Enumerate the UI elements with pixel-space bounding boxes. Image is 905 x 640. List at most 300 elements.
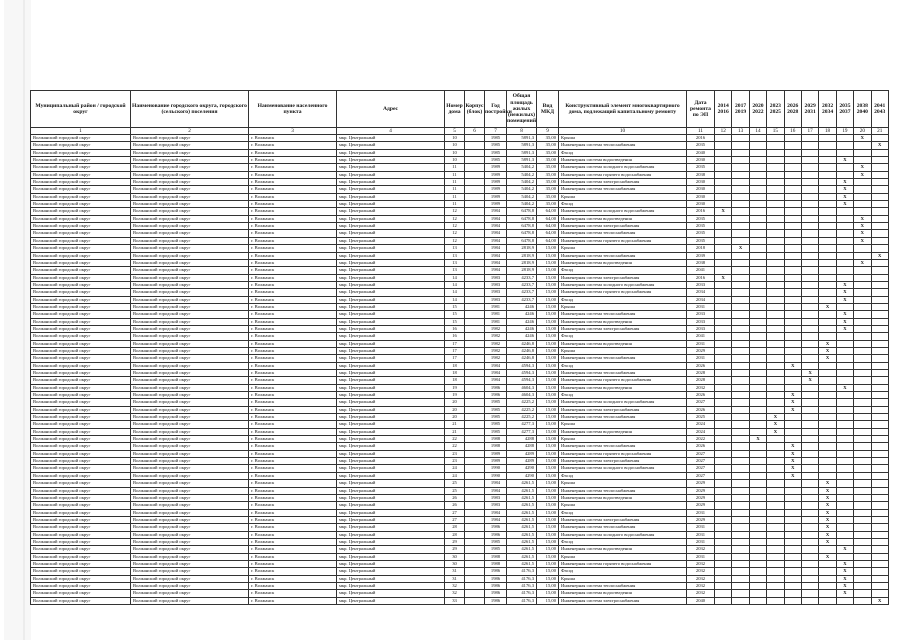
period-cell-1	[715, 135, 732, 142]
cell-c10: Инженерная система теплоснабжения	[559, 414, 687, 421]
period-cell-10	[871, 590, 888, 597]
period-cell-3	[749, 399, 766, 406]
period-cell-9	[854, 333, 871, 340]
cell-c3: г. Волжанск	[249, 538, 337, 545]
column-number-7: 7	[485, 128, 507, 135]
column-number-6: 6	[465, 128, 485, 135]
cell-c3: г. Волжанск	[249, 575, 337, 582]
period-cell-7	[819, 568, 836, 575]
period-mark: X	[784, 458, 801, 465]
period-mark: X	[836, 179, 853, 186]
period-cell-2	[732, 230, 749, 237]
period-cell-8	[836, 414, 853, 421]
cell-c8: 4176,3	[507, 590, 537, 597]
period-cell-5	[784, 201, 801, 208]
cell-c2: Волжанский городской округ	[131, 392, 249, 399]
cell-c3: г. Волжанск	[249, 450, 337, 457]
cell-c5: 22	[445, 436, 465, 443]
cell-c8: 4290	[507, 472, 537, 479]
period-cell-6	[801, 582, 818, 589]
period-cell-9	[854, 340, 871, 347]
cell-c2: Волжанский городской округ	[131, 524, 249, 531]
cell-c9: 64,00	[537, 208, 559, 215]
period-cell-2	[732, 252, 749, 259]
cell-c11: 2029	[687, 494, 715, 501]
column-header-5: Номер дома	[445, 91, 465, 128]
cell-c6	[465, 362, 485, 369]
period-cell-3	[749, 201, 766, 208]
table-row	[31, 384, 889, 391]
cell-c7: 1984	[485, 370, 507, 377]
cell-c11: 2031	[687, 509, 715, 516]
period-cell-6	[801, 362, 818, 369]
period-cell-6	[801, 436, 818, 443]
period-cell-4	[767, 568, 784, 575]
cell-c9: 15,00	[537, 428, 559, 435]
column-number-4: 4	[337, 128, 445, 135]
period-cell-5	[784, 340, 801, 347]
period-cell-1	[715, 458, 732, 465]
cell-c2: Волжанский городской округ	[131, 230, 249, 237]
cell-c3: г. Волжанск	[249, 179, 337, 186]
cell-c3: г. Волжанск	[249, 142, 337, 149]
cell-c8: 4176,3	[507, 568, 537, 575]
cell-c11: 2026	[687, 443, 715, 450]
period-cell-7	[819, 289, 836, 296]
table-row	[31, 436, 889, 443]
cell-c6	[465, 575, 485, 582]
period-cell-3	[749, 546, 766, 553]
cell-c7: 1982	[485, 347, 507, 354]
cell-c1: Волжанский городской округ	[31, 296, 131, 303]
period-cell-5	[784, 568, 801, 575]
cell-c7: 1984	[485, 480, 507, 487]
cell-c2: Волжанский городской округ	[131, 281, 249, 288]
column-header-19: 2035 2037	[836, 91, 853, 128]
period-cell-6	[801, 392, 818, 399]
period-mark: X	[767, 428, 784, 435]
cell-c3: г. Волжанск	[249, 281, 337, 288]
period-cell-3	[749, 355, 766, 362]
column-header-12: 2014 2016	[715, 91, 732, 128]
period-cell-2	[732, 325, 749, 332]
cell-c3: г. Волжанск	[249, 480, 337, 487]
cell-c9: 15,00	[537, 303, 559, 310]
cell-c10: Инженерная система холодного водоснабжения	[559, 281, 687, 288]
cell-c2: Волжанский городской округ	[131, 296, 249, 303]
cell-c3: г. Волжанск	[249, 414, 337, 421]
period-cell-1	[715, 370, 732, 377]
cell-c10: Крыша	[559, 303, 687, 310]
period-cell-5	[784, 582, 801, 589]
period-cell-1	[715, 289, 732, 296]
table-row	[31, 582, 889, 589]
period-cell-4	[767, 392, 784, 399]
period-mark: X	[819, 531, 836, 538]
period-cell-7	[819, 157, 836, 164]
period-cell-5	[784, 135, 801, 142]
period-mark: X	[836, 186, 853, 193]
table-row	[31, 560, 889, 567]
cell-c4: мкр. Центральный	[337, 303, 445, 310]
period-cell-1	[715, 443, 732, 450]
period-cell-6	[801, 347, 818, 354]
cell-c7: 1984	[485, 252, 507, 259]
cell-c5: 11	[445, 179, 465, 186]
period-cell-9	[854, 575, 871, 582]
cell-c4: мкр. Центральный	[337, 340, 445, 347]
period-mark: X	[871, 597, 888, 604]
cell-c10: Инженерная система водоотведения	[559, 590, 687, 597]
period-cell-8	[836, 333, 853, 340]
period-cell-9	[854, 362, 871, 369]
period-cell-3	[749, 179, 766, 186]
period-cell-3	[749, 458, 766, 465]
table-row	[31, 377, 889, 384]
period-cell-3	[749, 281, 766, 288]
cell-c6	[465, 428, 485, 435]
period-cell-3	[749, 450, 766, 457]
cell-c8: 4594,3	[507, 362, 537, 369]
period-mark: X	[854, 259, 871, 266]
period-cell-9	[854, 245, 871, 252]
cell-c8: 4288	[507, 443, 537, 450]
period-cell-8	[836, 509, 853, 516]
period-cell-6	[801, 406, 818, 413]
period-cell-1	[715, 164, 732, 171]
cell-c10: Крыша	[559, 193, 687, 200]
period-cell-4	[767, 135, 784, 142]
period-cell-5	[784, 502, 801, 509]
table-row	[31, 392, 889, 399]
period-cell-10	[871, 399, 888, 406]
cell-c7: 1982	[485, 340, 507, 347]
period-cell-10	[871, 546, 888, 553]
cell-c2: Волжанский городской округ	[131, 414, 249, 421]
cell-c2: Волжанский городской округ	[131, 237, 249, 244]
period-cell-8	[836, 553, 853, 560]
cell-c4: мкр. Центральный	[337, 524, 445, 531]
cell-c4: мкр. Центральный	[337, 406, 445, 413]
period-cell-1	[715, 303, 732, 310]
cell-c8: 5404,2	[507, 201, 537, 208]
table-row	[31, 164, 889, 171]
period-cell-10	[871, 560, 888, 567]
period-cell-10	[871, 465, 888, 472]
cell-c4: мкр. Центральный	[337, 494, 445, 501]
period-cell-1	[715, 538, 732, 545]
cell-c5: 16	[445, 333, 465, 340]
period-mark: X	[819, 516, 836, 523]
cell-c9: 35,00	[537, 201, 559, 208]
cell-c5: 21	[445, 421, 465, 428]
period-cell-1	[715, 399, 732, 406]
period-cell-6	[801, 142, 818, 149]
period-cell-7	[819, 164, 836, 171]
cell-c9: 35,00	[537, 142, 559, 149]
period-cell-2	[732, 524, 749, 531]
cell-c4: мкр. Центральный	[337, 553, 445, 560]
column-number-21: 21	[871, 128, 888, 135]
cell-c7: 1985	[485, 538, 507, 545]
period-cell-7	[819, 142, 836, 149]
cell-c4: мкр. Центральный	[337, 450, 445, 457]
table-row	[31, 333, 889, 340]
cell-c5: 10	[445, 135, 465, 142]
column-header-14: 2020 2022	[749, 91, 766, 128]
period-cell-2	[732, 318, 749, 325]
period-cell-10	[871, 215, 888, 222]
cell-c3: г. Волжанск	[249, 296, 337, 303]
period-cell-3	[749, 223, 766, 230]
cell-c6	[465, 340, 485, 347]
cell-c8: 4261,5	[507, 502, 537, 509]
period-cell-4	[767, 281, 784, 288]
period-cell-8	[836, 245, 853, 252]
cell-c8: 4261,5	[507, 531, 537, 538]
cell-c9: 15,00	[537, 392, 559, 399]
period-cell-6	[801, 560, 818, 567]
cell-c3: г. Волжанск	[249, 259, 337, 266]
period-cell-7	[819, 201, 836, 208]
column-number-18: 18	[819, 128, 836, 135]
period-cell-6	[801, 597, 818, 604]
period-cell-10	[871, 223, 888, 230]
cell-c11: 2026	[687, 362, 715, 369]
table-row	[31, 509, 889, 516]
table-row	[31, 303, 889, 310]
cell-c11: 2026	[687, 392, 715, 399]
cell-c5: 33	[445, 597, 465, 604]
cell-c1: Волжанский городской округ	[31, 164, 131, 171]
period-cell-2	[732, 509, 749, 516]
period-cell-10	[871, 289, 888, 296]
cell-c7: 1986	[485, 384, 507, 391]
period-cell-5	[784, 215, 801, 222]
cell-c10: Инженерная система водоотведения	[559, 215, 687, 222]
period-cell-6	[801, 149, 818, 156]
cell-c3: г. Волжанск	[249, 597, 337, 604]
period-cell-3	[749, 259, 766, 266]
period-cell-9	[854, 494, 871, 501]
period-cell-6	[801, 421, 818, 428]
period-cell-2	[732, 538, 749, 545]
period-cell-10	[871, 355, 888, 362]
period-mark: X	[854, 171, 871, 178]
cell-c11: 2031	[687, 553, 715, 560]
period-cell-5	[784, 333, 801, 340]
period-mark: X	[819, 524, 836, 531]
period-cell-1	[715, 414, 732, 421]
column-header-17: 2029 2031	[801, 91, 818, 128]
cell-c11: 2032	[687, 384, 715, 391]
cell-c9: 35,00	[537, 164, 559, 171]
cell-c3: г. Волжанск	[249, 274, 337, 281]
cell-c5: 14	[445, 296, 465, 303]
cell-c5: 11	[445, 201, 465, 208]
period-mark: X	[836, 157, 853, 164]
cell-c8: 4261,5	[507, 524, 537, 531]
period-cell-4	[767, 245, 784, 252]
cell-c4: мкр. Центральный	[337, 355, 445, 362]
period-mark: X	[854, 223, 871, 230]
cell-c2: Волжанский городской округ	[131, 142, 249, 149]
cell-c6	[465, 406, 485, 413]
cell-c1: Волжанский городской округ	[31, 516, 131, 523]
cell-c9: 64,00	[537, 230, 559, 237]
period-cell-7	[819, 399, 836, 406]
cell-c7: 1984	[485, 362, 507, 369]
cell-c7: 1983	[485, 289, 507, 296]
period-cell-3	[749, 392, 766, 399]
period-cell-2	[732, 171, 749, 178]
cell-c3: г. Волжанск	[249, 553, 337, 560]
period-cell-9	[854, 414, 871, 421]
table-row	[31, 524, 889, 531]
cell-c5: 28	[445, 531, 465, 538]
period-cell-1	[715, 553, 732, 560]
cell-c4: мкр. Центральный	[337, 252, 445, 259]
cell-c4: мкр. Центральный	[337, 237, 445, 244]
period-cell-10	[871, 524, 888, 531]
period-cell-4	[767, 193, 784, 200]
period-cell-4	[767, 333, 784, 340]
cell-c9: 15,00	[537, 340, 559, 347]
cell-c11: 2035	[687, 230, 715, 237]
period-mark: X	[767, 414, 784, 421]
cell-c4: мкр. Центральный	[337, 223, 445, 230]
period-cell-3	[749, 252, 766, 259]
cell-c2: Волжанский городской округ	[131, 311, 249, 318]
cell-c11: 2031	[687, 340, 715, 347]
table-row	[31, 325, 889, 332]
cell-c8: 2818,9	[507, 252, 537, 259]
period-cell-1	[715, 509, 732, 516]
cell-c11: 2018	[687, 245, 715, 252]
period-cell-6	[801, 318, 818, 325]
table-row	[31, 157, 889, 164]
cell-c1: Волжанский городской округ	[31, 575, 131, 582]
period-cell-5	[784, 480, 801, 487]
cell-c9: 15,00	[537, 406, 559, 413]
period-cell-9	[854, 274, 871, 281]
period-cell-7	[819, 135, 836, 142]
cell-c10: Крыша	[559, 347, 687, 354]
period-cell-4	[767, 546, 784, 553]
period-cell-6	[801, 414, 818, 421]
cell-c5: 18	[445, 370, 465, 377]
cell-c8: 4233,7	[507, 281, 537, 288]
cell-c8: 4289	[507, 450, 537, 457]
period-cell-1	[715, 524, 732, 531]
period-mark: X	[819, 487, 836, 494]
period-mark: X	[854, 215, 871, 222]
period-cell-10	[871, 186, 888, 193]
cell-c4: мкр. Центральный	[337, 149, 445, 156]
period-cell-6	[801, 531, 818, 538]
cell-c6	[465, 450, 485, 457]
cell-c10: Инженерная система электроснабжения	[559, 179, 687, 186]
cell-c7: 1985	[485, 142, 507, 149]
period-cell-9	[854, 296, 871, 303]
cell-c2: Волжанский городской округ	[131, 186, 249, 193]
table-row	[31, 568, 889, 575]
period-cell-8	[836, 355, 853, 362]
period-cell-6	[801, 472, 818, 479]
cell-c3: г. Волжанск	[249, 325, 337, 332]
cell-c5: 17	[445, 347, 465, 354]
cell-c3: г. Волжанск	[249, 399, 337, 406]
cell-c5: 15	[445, 303, 465, 310]
cell-c10: Инженерная система холодного водоснабжения	[559, 164, 687, 171]
cell-c11: 2030	[687, 201, 715, 208]
cell-c5: 31	[445, 568, 465, 575]
period-mark: X	[854, 230, 871, 237]
cell-c5: 29	[445, 538, 465, 545]
cell-c4: мкр. Центральный	[337, 347, 445, 354]
cell-c6	[465, 281, 485, 288]
column-header-7: Год постройки	[485, 91, 507, 128]
cell-c9: 35,00	[537, 171, 559, 178]
period-cell-4	[767, 149, 784, 156]
cell-c9: 15,00	[537, 333, 559, 340]
cell-c8: 4261,5	[507, 509, 537, 516]
cell-c9: 15,00	[537, 399, 559, 406]
period-cell-1	[715, 421, 732, 428]
cell-c3: г. Волжанск	[249, 303, 337, 310]
cell-c4: мкр. Центральный	[337, 458, 445, 465]
table-row	[31, 208, 889, 215]
period-cell-3	[749, 157, 766, 164]
cell-c1: Волжанский городской округ	[31, 399, 131, 406]
cell-c8: 4246,8	[507, 340, 537, 347]
cell-c5: 23	[445, 458, 465, 465]
cell-c8: 5404,2	[507, 179, 537, 186]
period-cell-5	[784, 245, 801, 252]
cell-c9: 15,00	[537, 259, 559, 266]
cell-c5: 11	[445, 171, 465, 178]
table-row	[31, 230, 889, 237]
period-cell-1	[715, 392, 732, 399]
cell-c8: 4233,7	[507, 289, 537, 296]
cell-c6	[465, 157, 485, 164]
period-cell-1	[715, 201, 732, 208]
period-cell-9	[854, 458, 871, 465]
cell-c4: мкр. Центральный	[337, 443, 445, 450]
cell-c3: г. Волжанск	[249, 465, 337, 472]
column-number-13: 13	[732, 128, 749, 135]
cell-c8: 2818,9	[507, 259, 537, 266]
cell-c1: Волжанский городской округ	[31, 340, 131, 347]
column-number-12: 12	[715, 128, 732, 135]
period-cell-8	[836, 538, 853, 545]
period-cell-1	[715, 472, 732, 479]
cell-c11: 2016	[687, 208, 715, 215]
period-cell-1	[715, 193, 732, 200]
cell-c9: 15,00	[537, 494, 559, 501]
period-cell-3	[749, 370, 766, 377]
cell-c5: 10	[445, 157, 465, 164]
cell-c5: 10	[445, 142, 465, 149]
cell-c4: мкр. Центральный	[337, 370, 445, 377]
period-cell-9	[854, 384, 871, 391]
period-cell-8	[836, 340, 853, 347]
period-cell-2	[732, 531, 749, 538]
period-cell-6	[801, 252, 818, 259]
cell-c10: Инженерная система электроснабжения	[559, 223, 687, 230]
cell-c4: мкр. Центральный	[337, 296, 445, 303]
cell-c2: Волжанский городской округ	[131, 171, 249, 178]
